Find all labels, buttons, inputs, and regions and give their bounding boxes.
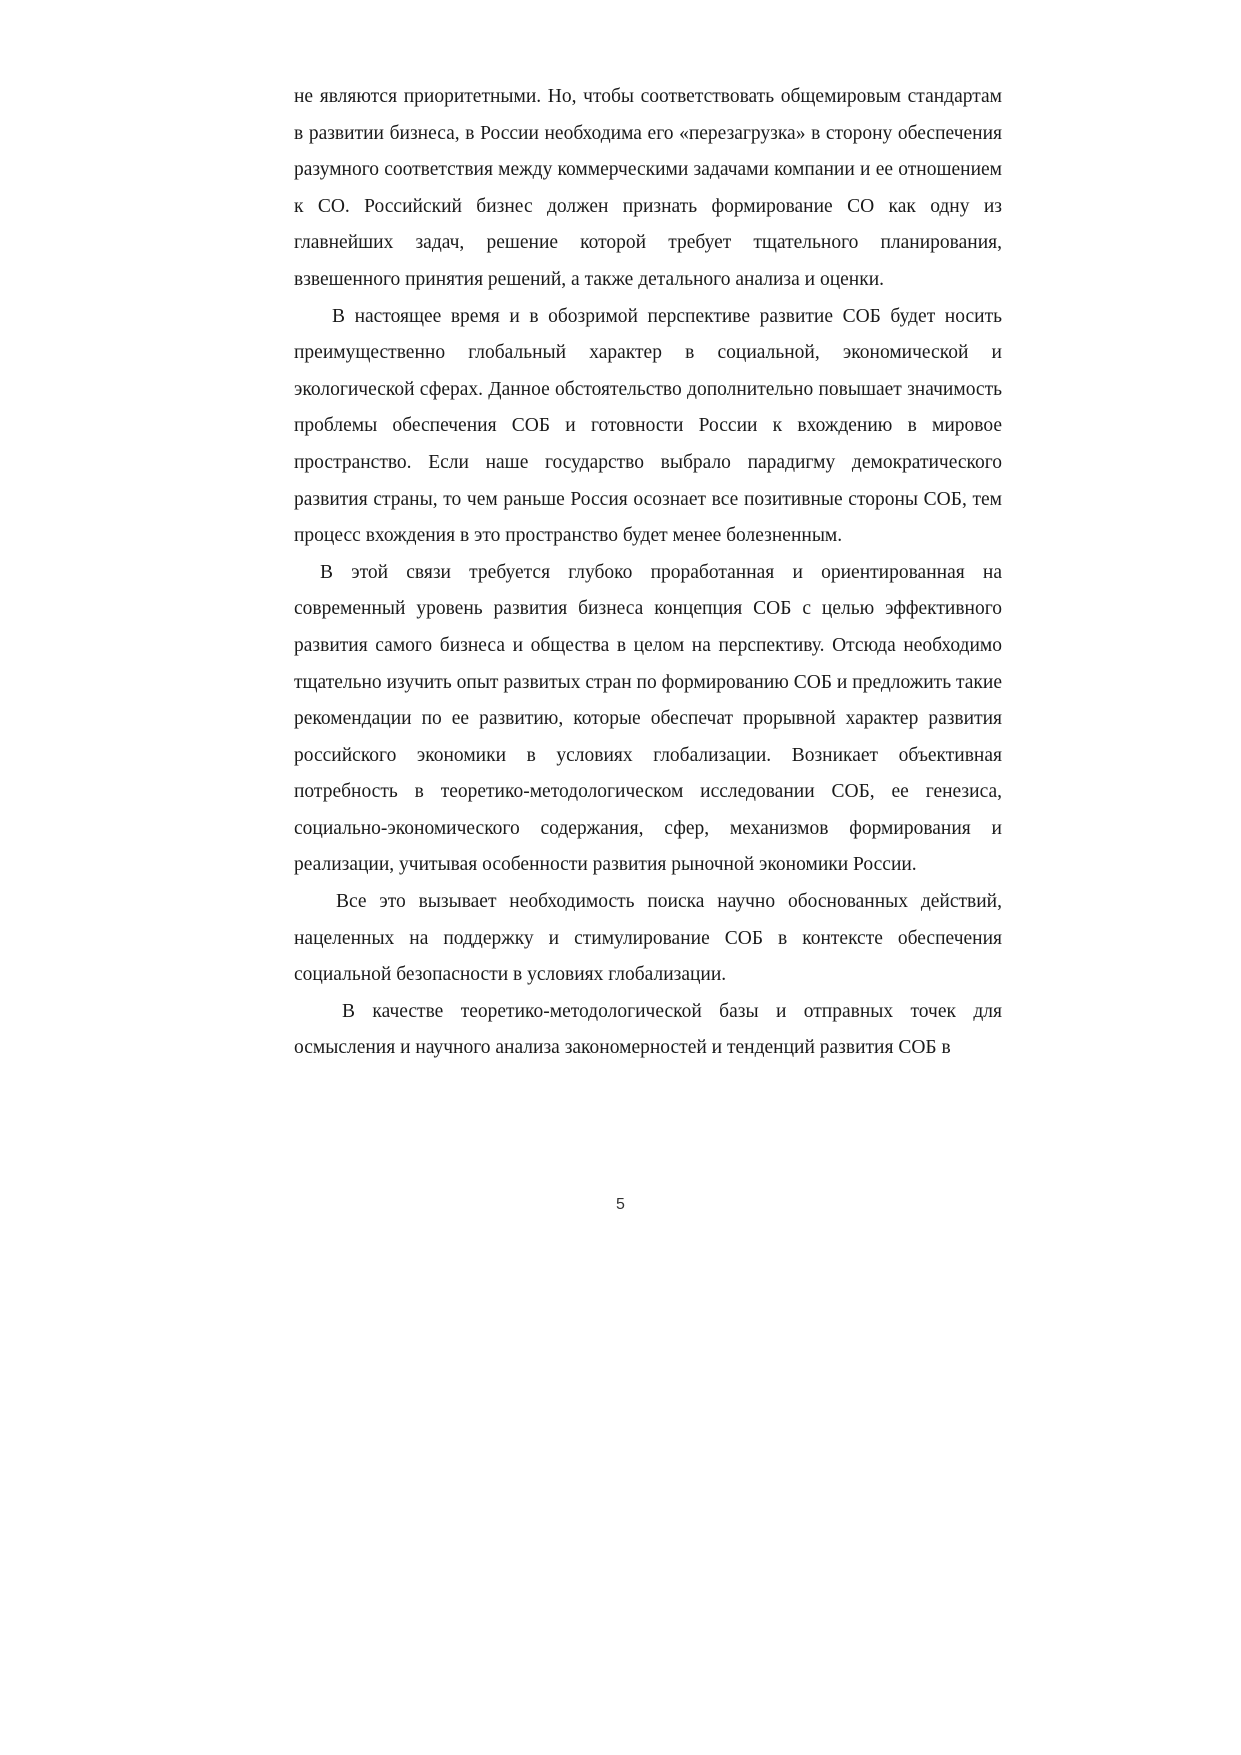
body-text (294, 79, 1002, 1067)
paragraph-1: не являются приоритетными. Но, чтобы соответствовать общемировым стандартам в развитии бизнеса, в России необходима его «перезагрузка» в сторону обеспечения разумного соответствия между коммерческими задачами компании и ее отношением к СО. Российский бизнес должен признать формирование СО как одну из главнейших задач, решение которой требует тщательного планирования, взвешенного принятия решений, а также детального анализа и оценки. (294, 86, 1002, 290)
paragraph-2: В настоящее время и в обозримой перспективе развитие СОБ будет носить преимущественно глобальный характер в социальной, экономической и экологической сферах. Данное обстоятельство дополнительно повышает значимость проблемы обеспечения СОБ и готовности России к вхождению в мировое пространство. Если наше государство выбрало парадигму демократического развития страны, то чем раньше Россия осознает все позитивные стороны СОБ, тем процесс вхождения в это пространство будет менее болезненным. (294, 305, 1002, 547)
paragraph-5: В качестве теоретико-методологической базы и отправных точек для осмысления и научного анализа закономерностей и тенденций развития СОБ в (294, 1000, 1002, 1059)
paragraph-4: Все это вызывает необходимость поиска научно обоснованных действий, нацеленных на поддержку и стимулирование СОБ в контексте обеспечения социальной безопасности в условиях глобализации. (294, 891, 1002, 986)
page-number: 5 (616, 1196, 625, 1213)
paragraph-3: В этой связи требуется глубоко проработанная и ориентированная на современный уровень развития бизнеса концепция СОБ с целью эффективного развития самого бизнеса и общества в целом на перспективу. Отсюда необходимо тщательно изучить опыт развитых стран по формированию СОБ и предложить такие рекомендации по ее развитию, которые обеспечат прорывной характер развития российского экономики в условиях глобализации. Возникает объективная потребность в теоретико-методологическом исследовании СОБ, ее генезиса, социально-экономического содержания, сфер, механизмов формирования и реализации, учитывая особенности развития рыночной экономики России. (294, 561, 1002, 876)
